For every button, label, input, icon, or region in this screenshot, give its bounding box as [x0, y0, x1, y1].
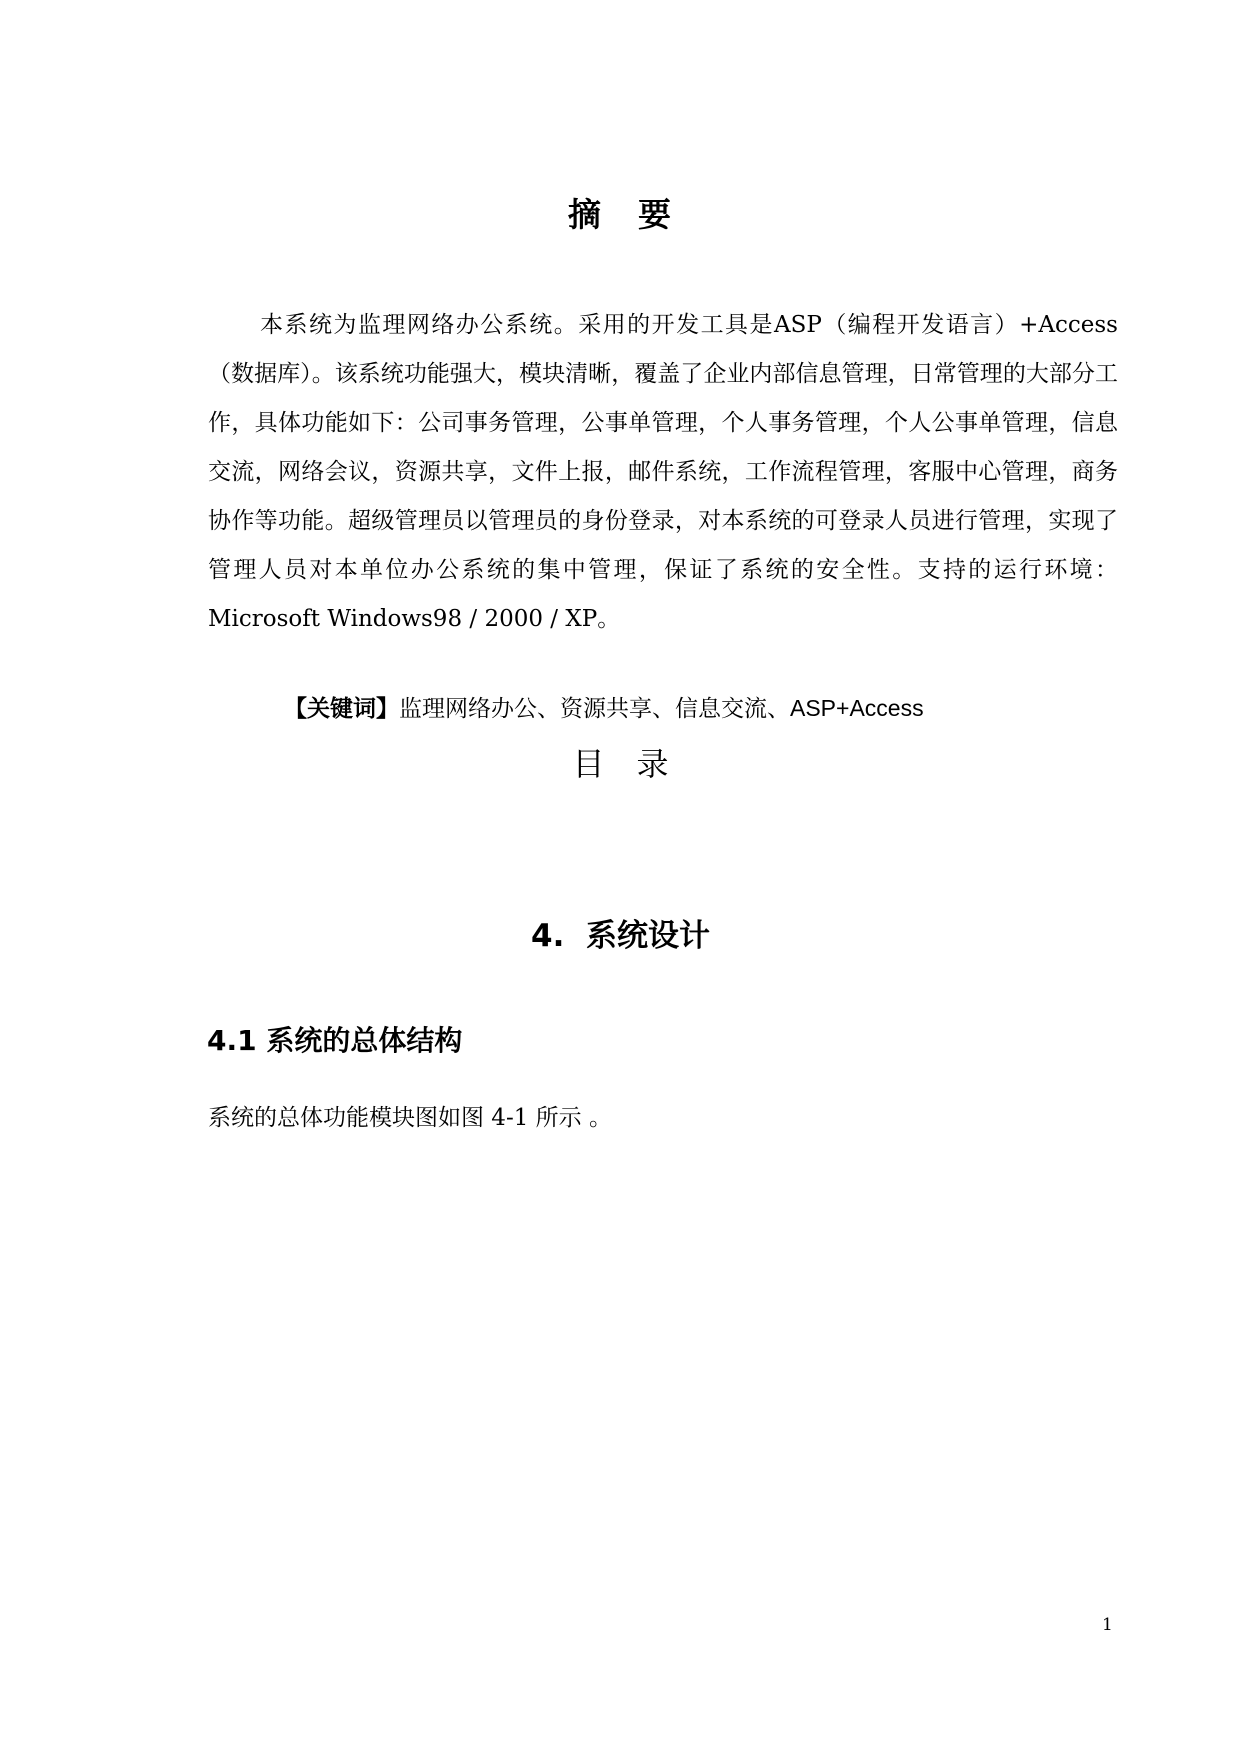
keywords-label: 【关键词】	[284, 696, 399, 722]
chapter-heading: 4. 系统设计	[531, 918, 710, 954]
toc-title: 目 录	[572, 745, 669, 783]
keywords-cjk: 监理网络办公、资源共享、信息交流、	[399, 696, 790, 722]
section-body: 系统的总体功能模块图如图 4-1 所示 。	[208, 1105, 612, 1131]
abstract-title: 摘 要	[568, 195, 673, 234]
keywords-line	[284, 693, 924, 724]
section-heading: 4.1 系统的总体结构	[207, 1024, 463, 1057]
keywords-latin: ASP+Access	[790, 695, 924, 721]
page-number: 1	[1102, 1615, 1113, 1635]
abstract-body: 本系统为监理网络办公系统。采用的开发工具是ASP（编程开发语言）+Access（数据库）。该系统功能强大，模块清晰，覆盖了企业内部信息管理，日常管理的大部分工作，具体功能如下：公司事务管理，公事单管理，个人事务管理，个人公事单管理，信息交流，网络会议，资源共享，文件上报，邮件系统，工作流程管理，客服中心管理，商务协作等功能。超级管理员以管理员的身份登录，对本系统的可登录人员进行管理，实现了管理人员对本单位办公系统的集中管理，保证了系统的安全性。支持的运行环境：Microsoft Windows98 / 2000 / XP。	[208, 312, 1118, 632]
